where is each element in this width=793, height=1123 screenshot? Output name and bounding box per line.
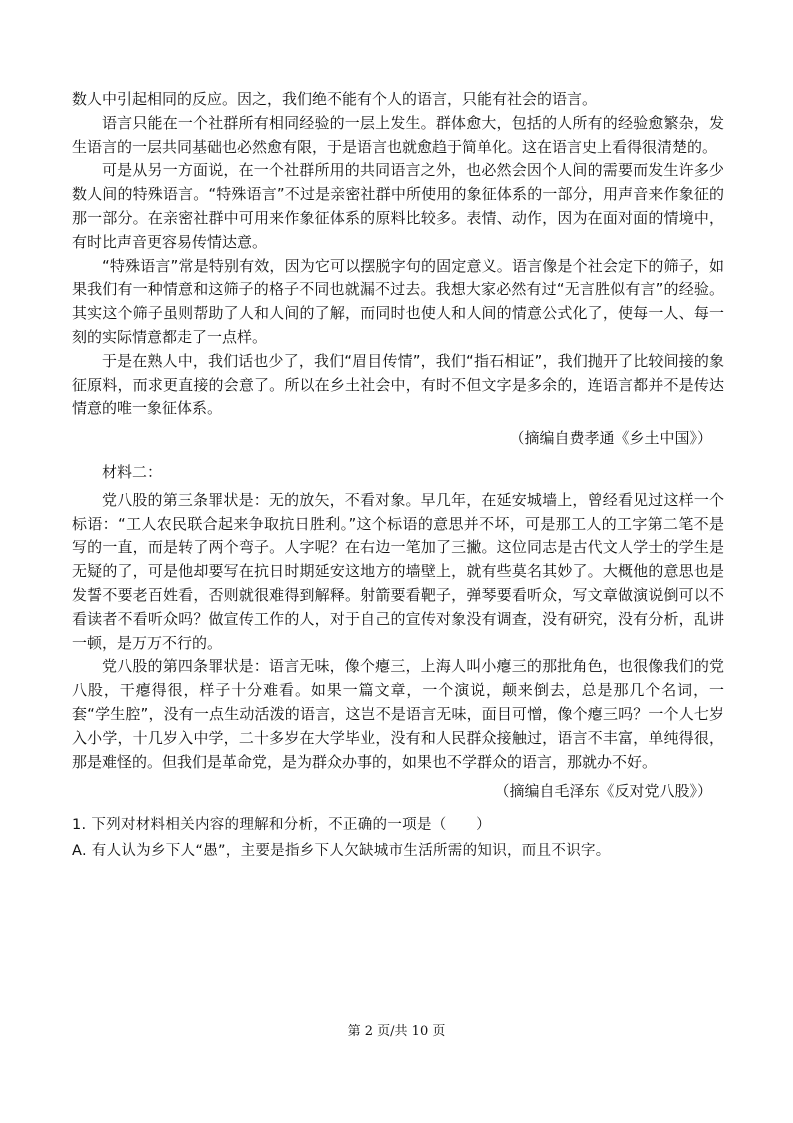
paragraph-3: 可是从另一方面说，在一个社群所用的共同语言之外，也必然会因个人间的需要而发生许多少数人间的特殊语言。“特殊语言”不过是亲密社群中所使用的象征体系的一部分，用声音来作象征的那一部分。在亲密社群中可用来作象征体系的原料比较多。表情、动作，因为在面对面的情境中，有时比声音更容易传情达意。 [72, 161, 724, 251]
paragraph-4: “特殊语言”常是特别有效，因为它可以摆脱字句的固定意义。语言像是个社会定下的筛子，如果我们有一种情意和这筛子的格子不同也就漏不过去。我想大家必然有过“无言胜似有言”的经验。其实这个筛子虽则帮助了人和人间的了解，而同时也使人和人间的情意公式化了，使每一人、每一刻的实际情意都走了一点样。 [72, 256, 724, 346]
page-number-footer: 第 2 页/共 10 页 [347, 1024, 446, 1039]
question-1: 1. 下列对材料相关内容的理解和分析，不正确的一项是（ ） [72, 817, 491, 834]
paragraph-2: 语言只能在一个社群所有相同经验的一层上发生。群体愈大，包括的人所有的经验愈繁杂，发生语言的一层共同基础也必然愈有限，于是语言也就愈趋于简单化。这在语言史上看得很清楚的。 [72, 113, 724, 156]
paragraph-7: 党八股的第四条罪状是：语言无味，像个瘪三，上海人叫小瘪三的那批角色，也很像我们的党八股，干瘪得很，样子十分难看。如果一篇文章，一个演说，颠来倒去，总是那几个名词，一套“学生腔”，没有一点生动活泼的语言，这岂不是语言无味，面目可憎，像个瘪三吗？一个人七岁入小学，十几岁入中学，二十多岁在大学毕业，没有和人民群众接触过，语言不丰富，单纯得很，那是难怪的。但我们是革命党，是为群众办事的，如果也不学群众的语言，那就办不好。 [72, 657, 724, 771]
question-1-option-a: A. 有人认为乡下人“愚”，主要是指乡下人欠缺城市生活所需的知识，而且不识字。 [72, 842, 611, 859]
material-2-label: 材料二： [102, 462, 163, 481]
page-content [72, 88, 724, 864]
paragraph-5: 于是在熟人中，我们话也少了，我们“眉目传情”，我们“指石相证”，我们抛开了比较间接的象征原料，而求更直接的会意了。所以在乡土社会中，有时不但文字是多余的，连语言都并不是传达情意的唯一象征体系。 [72, 351, 724, 418]
source-citation-2: （摘编自毛泽东《反对党八股》） [494, 782, 712, 801]
source-citation-1: （摘编自费孝通《乡土中国》） [509, 429, 712, 448]
paragraph-6: 党八股的第三条罪状是：无的放矢，不看对象。早几年，在延安城墙上，曾经看见过这样一个标语：“工人农民联合起来争取抗日胜利。”这个标语的意思并不坏，可是那工人的工字第二笔不是写的一直，而是转了两个弯子。人字呢？在右边一笔加了三撇。这位同志是古代文人学士的学生是无疑的了，可是他却要写在抗日时期延安这地方的墙壁上，就有些莫名其妙了。大概他的意思也是发誓不要老百姓看，否则就很难得到解释。射箭要看靶子，弹琴要看听众，写文章做演说倒可以不看读者不看听众吗？做宣传工作的人，对于自己的宣传对象没有调查，没有研究，没有分析，乱讲一顿，是万万不行的。 [72, 490, 724, 652]
paragraph-1: 数人中引起相同的反应。因之，我们绝不能有个人的语言，只能有社会的语言。 [72, 90, 598, 108]
